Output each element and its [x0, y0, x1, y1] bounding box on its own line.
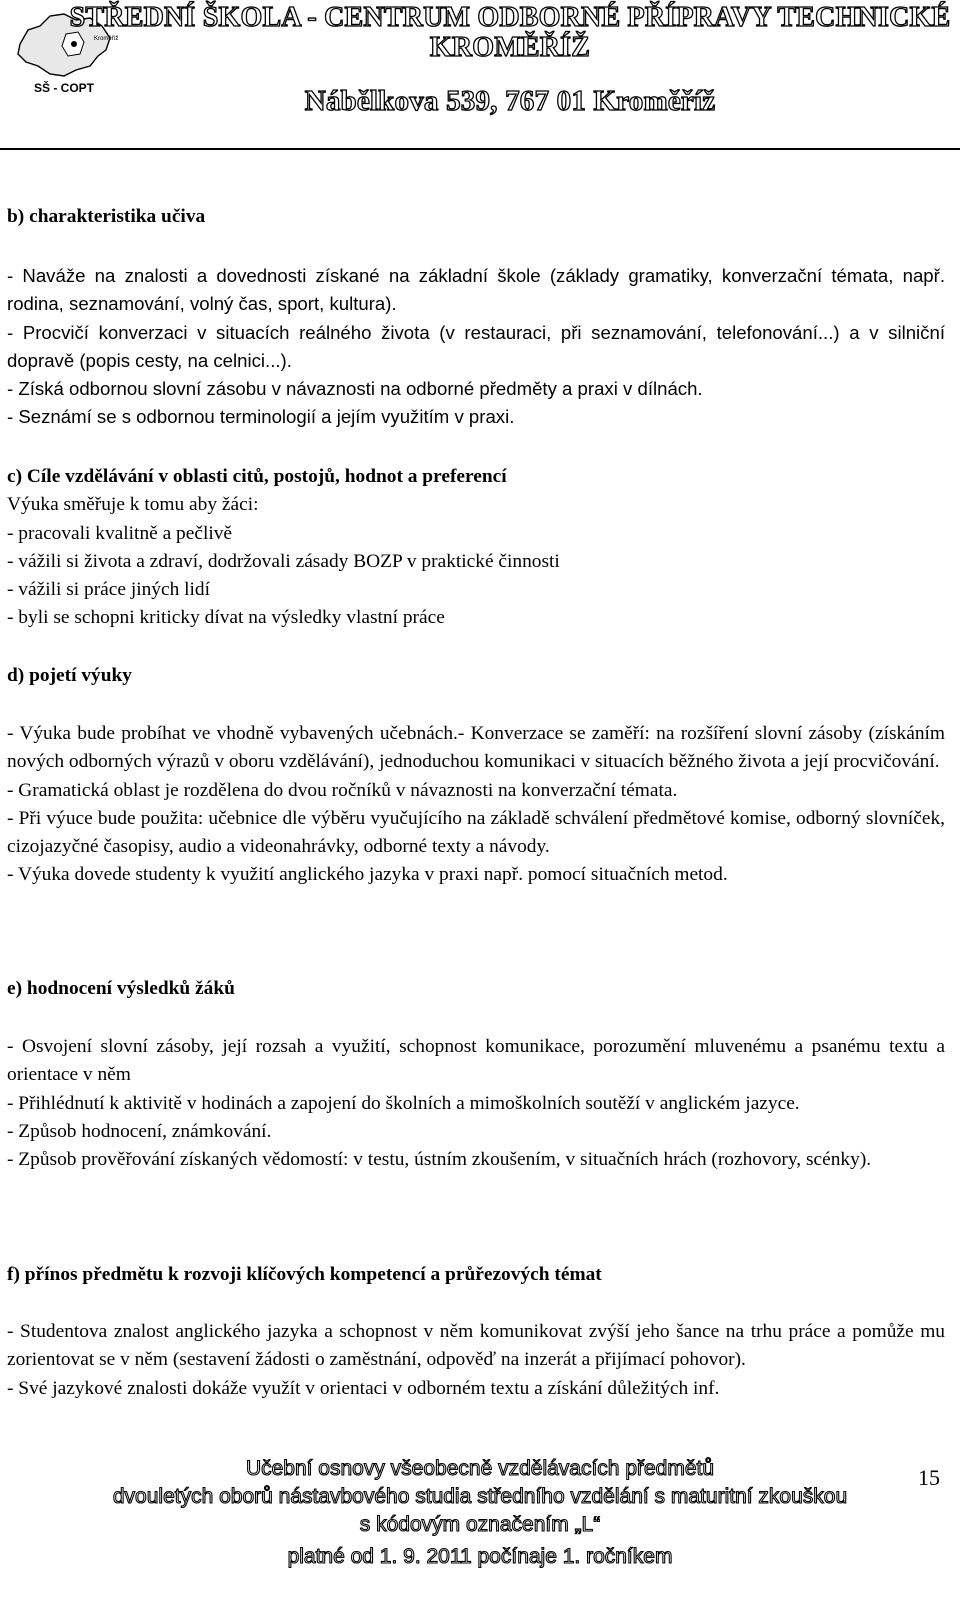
section-f-line: - Své jazykové znalosti dokáže využít v orientaci v odborném textu a získání důležitých inf.	[7, 1377, 720, 1399]
section-c-line: - pracovali kvalitně a pečlivě	[7, 522, 233, 544]
header-divider	[0, 148, 960, 150]
section-e-line: - Přihlédnutí k aktivitě v hodinách a zapojení do školních a mimoškolních soutěží v anglickém jazyce.	[7, 1092, 800, 1114]
footer-line3: s kódovým označením „L“	[359, 1513, 601, 1536]
section-c-line: - vážili si práce jiných lidí	[7, 579, 210, 601]
section-c-line: - byli se schopni kriticky dívat na výsledky vlastní práce	[7, 607, 445, 629]
school-address: Nábělkova 539, 767 01 Kroměříž	[304, 85, 716, 117]
section-b-line: - Získá odbornou slovní zásobu v návaznosti na odborné předměty a praxi v dílnách.	[7, 378, 703, 400]
section-e	[7, 975, 945, 1003]
section-b-line: - Procvičí konverzaci v situacích reálného života (v restauraci, při seznamování, telefonování...) a v silniční dopravě (popis cesty, na celnici...).	[7, 321, 945, 371]
section-d-body	[7, 720, 945, 890]
school-name-line2: KROMĚŘÍŽ	[429, 32, 591, 63]
section-f	[7, 1261, 945, 1289]
section-e-line: - Způsob hodnocení, známkování.	[7, 1120, 272, 1142]
section-b-body	[7, 262, 945, 432]
page-number: 15	[918, 1465, 940, 1490]
section-e-body	[7, 1033, 945, 1174]
section-e-heading: e) hodnocení výsledků žáků	[7, 978, 235, 999]
section-d-heading: d) pojetí výuky	[7, 665, 132, 686]
section-d-line: - Gramatická oblast je rozdělena do dvou ročníků v návaznosti na konverzační témata.	[7, 779, 678, 801]
section-d-line: - Při výuce bude použita: učebnice dle výběru vyučujícího na základě schválení předmětové komise, odborný slovníček, cizojazyčné časopisy, audio a videonahrávky, odborné texty a návody.	[7, 807, 945, 858]
section-c-line: - vážili si života a zdraví, dodržovali zásady BOZP v praktické činnosti	[7, 550, 560, 572]
footer-line1: Učební osnovy všeobecně vzdělávacích předmětů	[245, 1457, 715, 1480]
section-b	[7, 203, 945, 231]
section-c	[7, 463, 945, 633]
footer-line2: dvouletých oborů nástavbového studia středního vzdělání s maturitní zkouškou	[112, 1485, 848, 1508]
footer-line4: platné od 1. 9. 2011 počínaje 1. ročníkem	[287, 1545, 673, 1568]
section-d-line: - Výuka dovede studenty k využití anglického jazyka v praxi např. pomocí situačních metod.	[7, 864, 728, 886]
section-c-heading: c) Cíle vzdělávání v oblasti citů, postojů, hodnot a preferencí	[7, 466, 507, 487]
section-b-line: - Seznámí se s odbornou terminologií a jejím využitím v praxi.	[7, 406, 515, 428]
section-e-line: - Osvojení slovní zásoby, její rozsah a využití, schopnost komunikace, porozumění mluvenému a psanému textu a orientace v něm	[7, 1036, 945, 1086]
section-f-line: - Studentova znalost anglického jazyka a schopnost v něm komunikovat zvýší jeho šance na trhu práce a pomůže mu zorientovat se v něm (sestavení žádosti o zaměstnání, odpověď na inzerát a přijímací pohovor).	[7, 1321, 945, 1371]
section-d	[7, 662, 945, 690]
school-name-line1: STŘEDNÍ ŠKOLA - CENTRUM ODBORNÉ PŘÍPRAVY TECHNICKÉ	[69, 2, 951, 33]
section-e-line: - Způsob prověřování získaných vědomostí: v testu, ústním zkoušením, v situačních hrách (rozhovory, scénky).	[7, 1149, 872, 1171]
section-f-body	[7, 1318, 945, 1403]
section-f-heading: f) přínos předmětu k rozvoji klíčových kompetencí a průřezových témat	[7, 1264, 602, 1285]
section-c-intro: Výuka směřuje k tomu aby žáci:	[7, 494, 259, 516]
section-d-line: - Výuka bude probíhat ve vhodně vybavených učebnách.- Konverzace se zaměří: na rozšíření slovní zásoby (získáním nových odborných výrazů v oboru vzdělávání), jednoduchou komunikaci v situacích běžného života a její procvičování.	[7, 723, 945, 773]
section-b-line: - Naváže na znalosti a dovednosti získané na základní škole (základy gramatiky, konverzační témata, např. rodina, seznamování, volný čas, sport, kultura).	[7, 265, 945, 315]
svg-text:Kroměříž: Kroměříž	[94, 36, 119, 42]
logo-label: SŠ - COPT	[33, 81, 95, 95]
section-b-heading: b) charakteristika učiva	[7, 206, 206, 227]
